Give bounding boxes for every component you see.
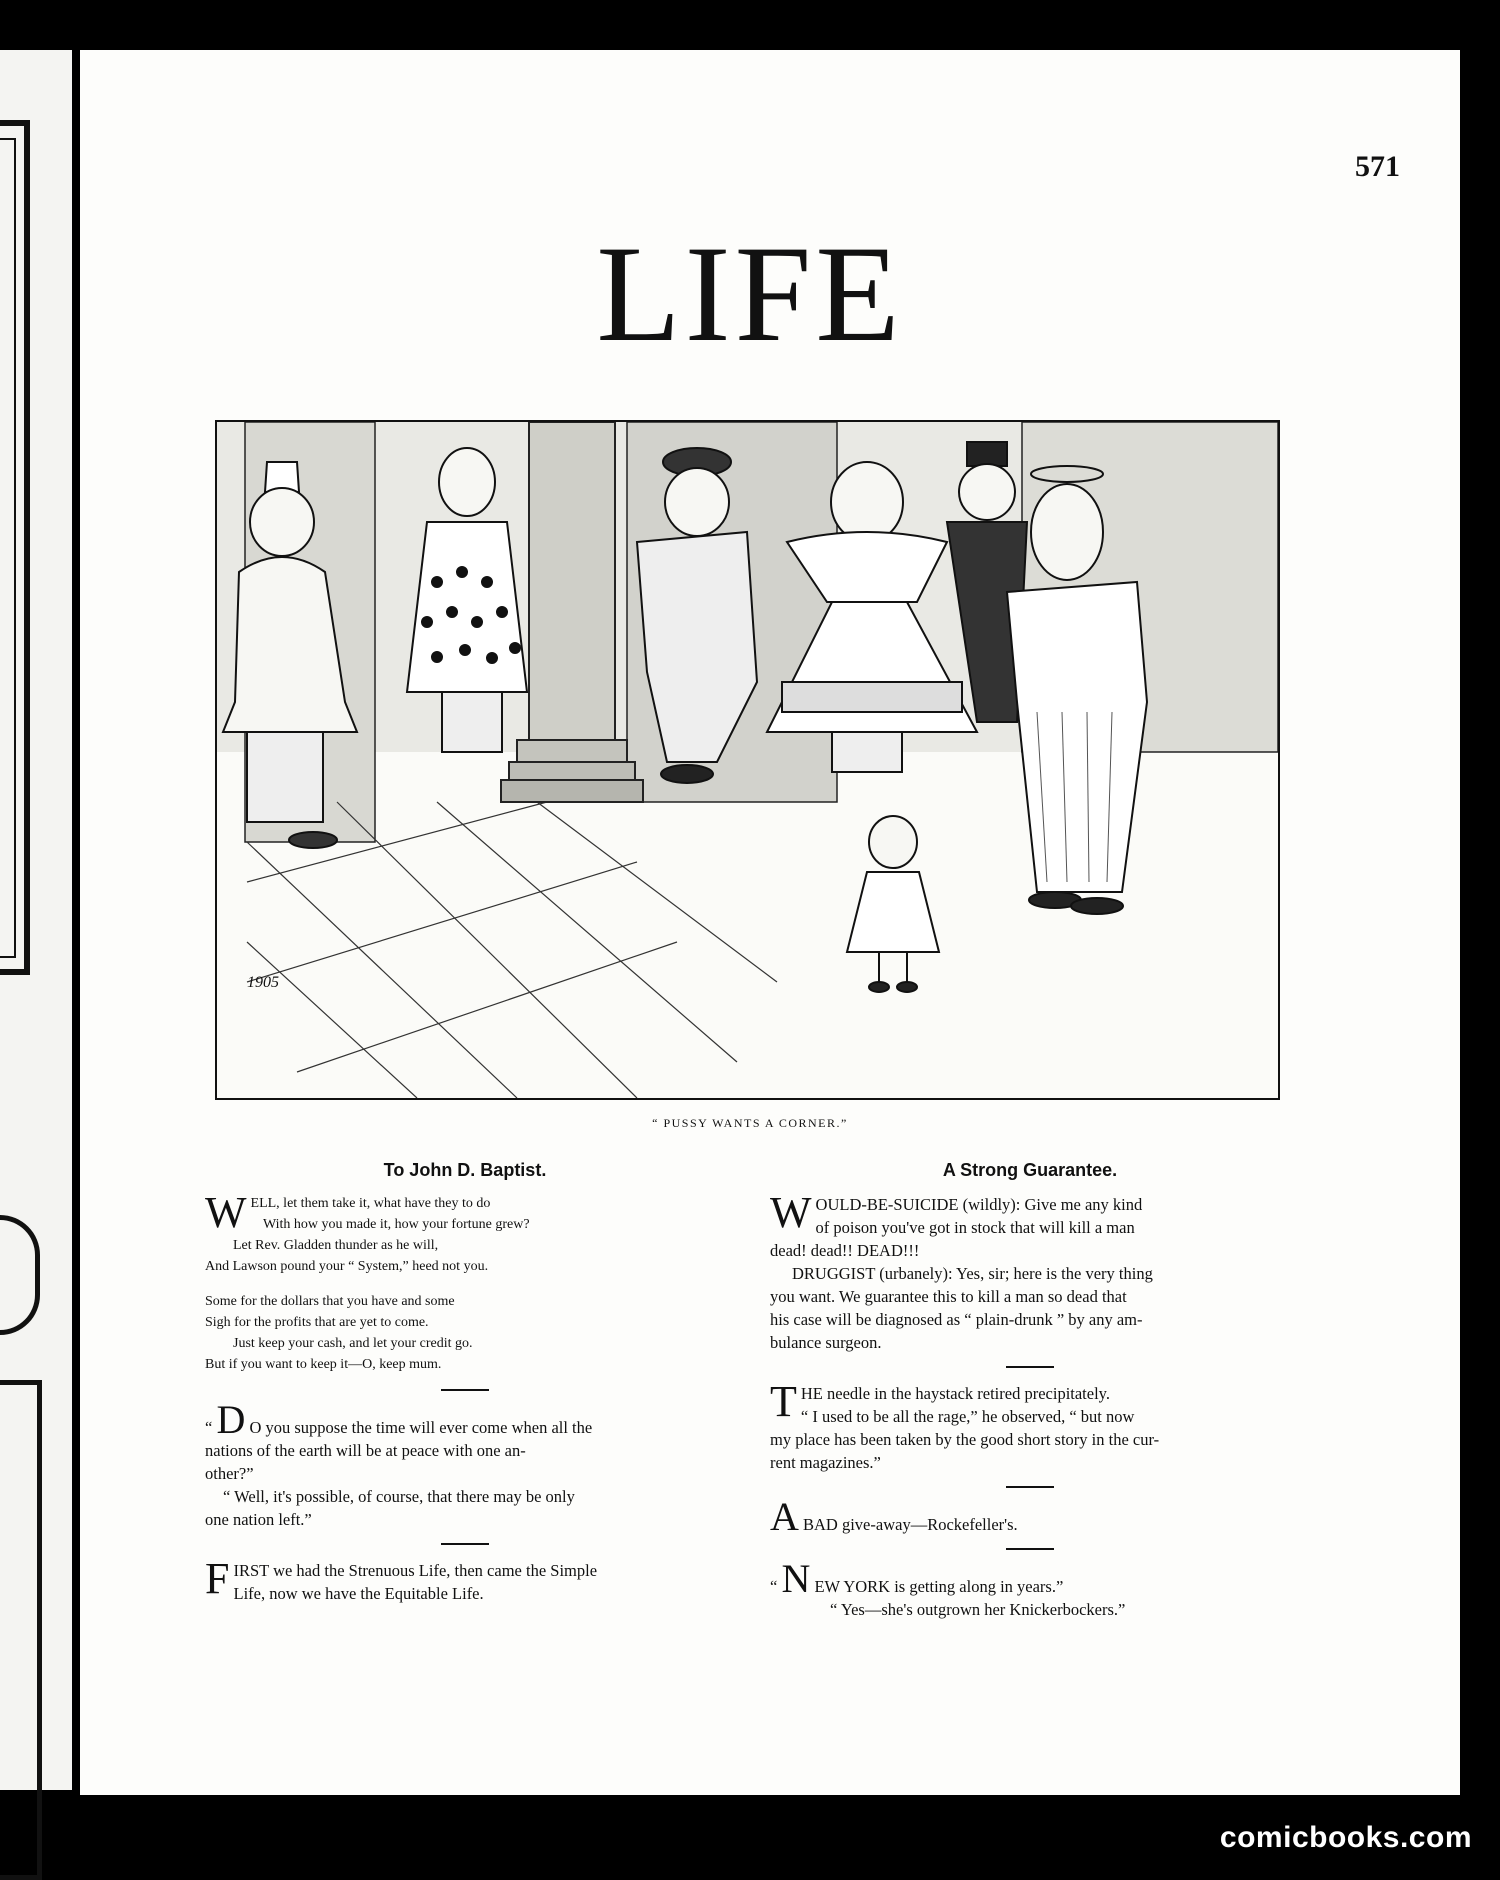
joke-line: O you suppose the time will ever come when all the [249, 1418, 593, 1437]
cartoon-illustration [215, 420, 1280, 1100]
joke-life [205, 1554, 725, 1605]
poem-line: And Lawson pound your “ System,” heed not you. [205, 1259, 489, 1274]
cartoon-signature: 1905 [247, 974, 279, 991]
poem-line: Let Rev. Gladden thunder as he will, [233, 1238, 439, 1253]
drop-cap: A [770, 1494, 799, 1539]
joke-line: “ Yes—she's outgrown her Knickerbockers.” [830, 1600, 1126, 1619]
divider-rule [441, 1543, 489, 1545]
quote-mark: “ [770, 1577, 778, 1596]
joke-line: dead! dead!! DEAD!!! [770, 1241, 920, 1260]
poem-line: ELL, let them take it, what have they to do [250, 1196, 491, 1211]
joke-line: his case will be diagnosed as “ plain-drunk ” by any am- [770, 1310, 1143, 1329]
joke-line: BAD give-away—Rockefeller's. [803, 1515, 1018, 1534]
left-page-box [0, 1380, 42, 1880]
joke-line: “ I used to be all the rage,” he observed, “ but now [800, 1407, 1135, 1426]
joke-line: one nation left.” [205, 1510, 312, 1529]
article-heading: A Strong Guarantee. [942, 1160, 1118, 1180]
joke-suicide [770, 1188, 1290, 1354]
joke-line: of poison you've got in stock that will kill a man [815, 1218, 1135, 1237]
joke-line: EW YORK is getting along in years.” [814, 1577, 1064, 1596]
poem-line: Just keep your cash, and let your credit go. [233, 1336, 473, 1351]
drop-cap: F [205, 1554, 230, 1603]
drop-cap: T [770, 1377, 797, 1426]
poem-line: With how you made it, how your fortune grew? [263, 1217, 530, 1232]
poem-line: Some for the dollars that you have and some [205, 1294, 455, 1309]
site-watermark: comicbooks.com [1219, 1821, 1472, 1854]
joke-line: IRST we had the Strenuous Life, then came the Simple [233, 1561, 598, 1580]
cartoon-drawing [217, 422, 1278, 1098]
poem-line: But if you want to keep it—O, keep mum. [205, 1357, 442, 1372]
joke-line: Life, now we have the Equitable Life. [233, 1584, 484, 1603]
joke-line: you want. We guarantee this to kill a man so dead that [770, 1287, 1127, 1306]
poem-heading: To John D. Baptist. [383, 1160, 547, 1180]
masthead-title: LIFE [596, 217, 904, 370]
joke-peace [205, 1397, 725, 1531]
drop-cap: N [781, 1556, 811, 1601]
joke-line: DRUGGIST (urbanely): Yes, sir; here is the very thing [792, 1264, 1153, 1283]
poem-stanza-1 [205, 1188, 725, 1277]
left-column [205, 1160, 725, 1605]
joke-line: rent magazines.” [770, 1453, 881, 1472]
drop-cap: W [205, 1188, 247, 1237]
joke-needle [770, 1377, 1290, 1474]
poem-line: Sigh for the profits that are yet to come. [205, 1315, 429, 1330]
poem-stanza-2 [205, 1291, 725, 1375]
joke-line: other?” [205, 1464, 254, 1483]
joke-line: OULD-BE-SUICIDE (wildly): Give me any kind [815, 1195, 1143, 1214]
joke-line: “ Well, it's possible, of course, that there may be only [223, 1487, 575, 1506]
right-column [770, 1160, 1290, 1621]
divider-rule [1006, 1548, 1054, 1550]
joke-rockefeller [770, 1494, 1290, 1539]
cartoon-caption: “ PUSSY WANTS A CORNER.” [652, 1116, 848, 1130]
left-page-ornament [0, 1215, 40, 1335]
drop-cap: D [216, 1397, 246, 1442]
joke-new-york [770, 1556, 1290, 1621]
drop-cap: W [770, 1188, 812, 1237]
divider-rule [441, 1389, 489, 1391]
divider-rule [1006, 1486, 1054, 1488]
divider-rule [1006, 1366, 1054, 1368]
joke-line: nations of the earth will be at peace with one an- [205, 1441, 526, 1460]
joke-line: my place has been taken by the good short story in the cur- [770, 1430, 1160, 1449]
joke-line: HE needle in the haystack retired precipitately. [800, 1384, 1110, 1403]
joke-line: bulance surgeon. [770, 1333, 882, 1352]
page-number: 571 [1355, 150, 1400, 183]
quote-mark: “ [205, 1418, 213, 1437]
